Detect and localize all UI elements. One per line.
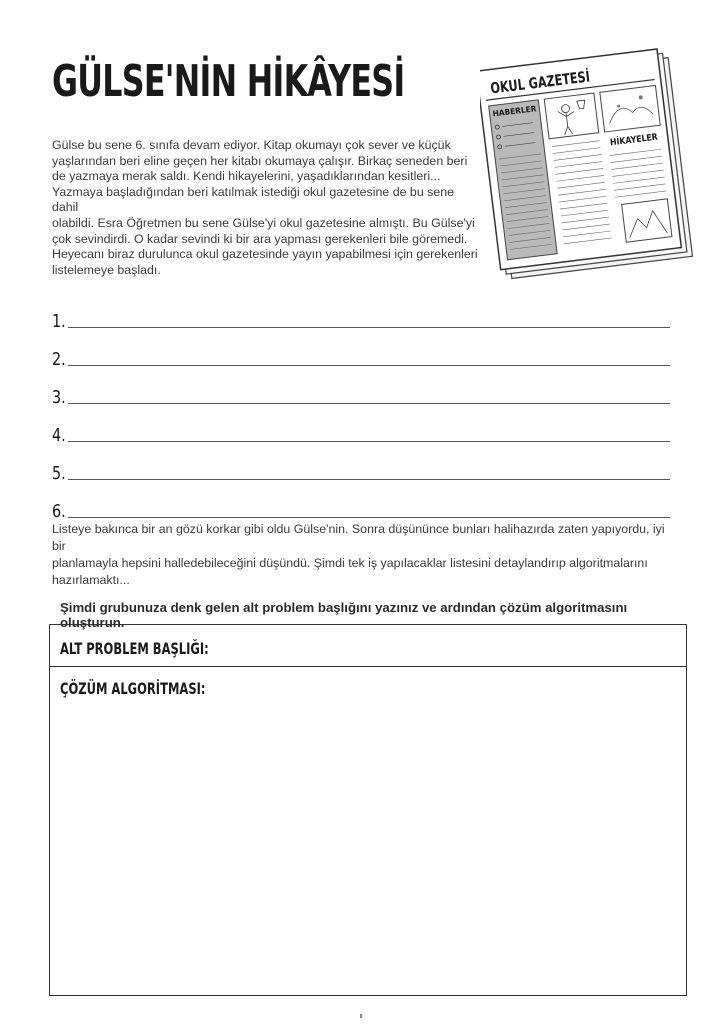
intro-line: yaşlarından beri eline geçen her kitabı okumaya çalışır. Birkaç seneden beri bbox=[52, 153, 468, 168]
newspaper-section-news: HABERLER bbox=[492, 103, 541, 119]
todo-list bbox=[52, 294, 670, 522]
answer-line[interactable] bbox=[68, 441, 670, 442]
list-number: 6. bbox=[52, 501, 66, 522]
list-item bbox=[52, 332, 670, 370]
intro-line: çok sevindirdi. O kadar sevindi ki bir ara yapması gerekenleri bile göremedi. bbox=[52, 231, 468, 246]
intro-line: listelemeye başladı. bbox=[52, 262, 161, 277]
outro-line: hazırlamaktı... bbox=[52, 573, 130, 587]
subproblem-label: ALT PROBLEM BAŞLIĞI: bbox=[60, 639, 209, 658]
outro-paragraph bbox=[52, 521, 672, 589]
answer-line[interactable] bbox=[68, 365, 670, 366]
outro-line: Listeye bakınca bir an gözü korkar gibi oldu Gülse'nin. Sonra düşününce bunları halihazırda zaten yapıyordu, iyi bir bbox=[52, 522, 665, 553]
list-number: 1. bbox=[52, 311, 66, 332]
list-item bbox=[52, 370, 670, 408]
page-mark bbox=[360, 1014, 362, 1018]
intro-line: Yazmaya başladığından beri katılmak istediği okul gazetesine de bu sene dahil bbox=[52, 184, 455, 215]
answer-line[interactable] bbox=[68, 327, 670, 328]
newspaper-illustration bbox=[480, 38, 700, 283]
list-item bbox=[52, 484, 670, 522]
intro-paragraph bbox=[52, 138, 480, 278]
newspaper-title: OKUL GAZETESİ bbox=[489, 63, 624, 98]
answer-line[interactable] bbox=[68, 403, 670, 404]
page-title: GÜLSE'NİN HİKÂYESİ bbox=[52, 56, 405, 107]
intro-line: Gülse bu sene 6. sınıfa devam ediyor. Kitap okumayı çok sever ve küçük bbox=[52, 138, 451, 152]
list-item bbox=[52, 294, 670, 332]
answer-line[interactable] bbox=[68, 517, 670, 518]
list-number: 3. bbox=[52, 387, 66, 408]
instruction-text: Şimdi grubunuza denk gelen alt problem başlığını yazınız ve ardından çözüm algoritmasını oluşturun. bbox=[60, 600, 628, 630]
answer-line[interactable] bbox=[68, 479, 670, 480]
list-number: 2. bbox=[52, 349, 66, 370]
list-number: 5. bbox=[52, 463, 66, 484]
algorithm-label: ÇÖZÜM ALGORİTMASI: bbox=[60, 679, 206, 698]
intro-line: Heyecanı biraz durulunca okul gazetesinde yayın yapabilmesi için gerekenleri bbox=[52, 247, 478, 262]
answer-box[interactable] bbox=[49, 624, 687, 996]
list-item bbox=[52, 408, 670, 446]
intro-line: de yazmaya merak saldı. Kendi hikayelerini, yaşadıklarından kesitleri... bbox=[52, 169, 441, 184]
intro-line: olabildi. Esra Öğretmen bu sene Gülse'yi okul gazetesine almıştı. Bu Gülse'yi bbox=[52, 215, 475, 230]
list-item bbox=[52, 446, 670, 484]
outro-line: planlamayla hepsini halledebileceğini düşündü. Şimdi tek iş yapılacaklar listesini detaylandırıp algoritmalarını bbox=[52, 556, 648, 570]
list-number: 4. bbox=[52, 425, 66, 446]
newspaper-section-stories: HİKAYELER bbox=[609, 131, 666, 149]
